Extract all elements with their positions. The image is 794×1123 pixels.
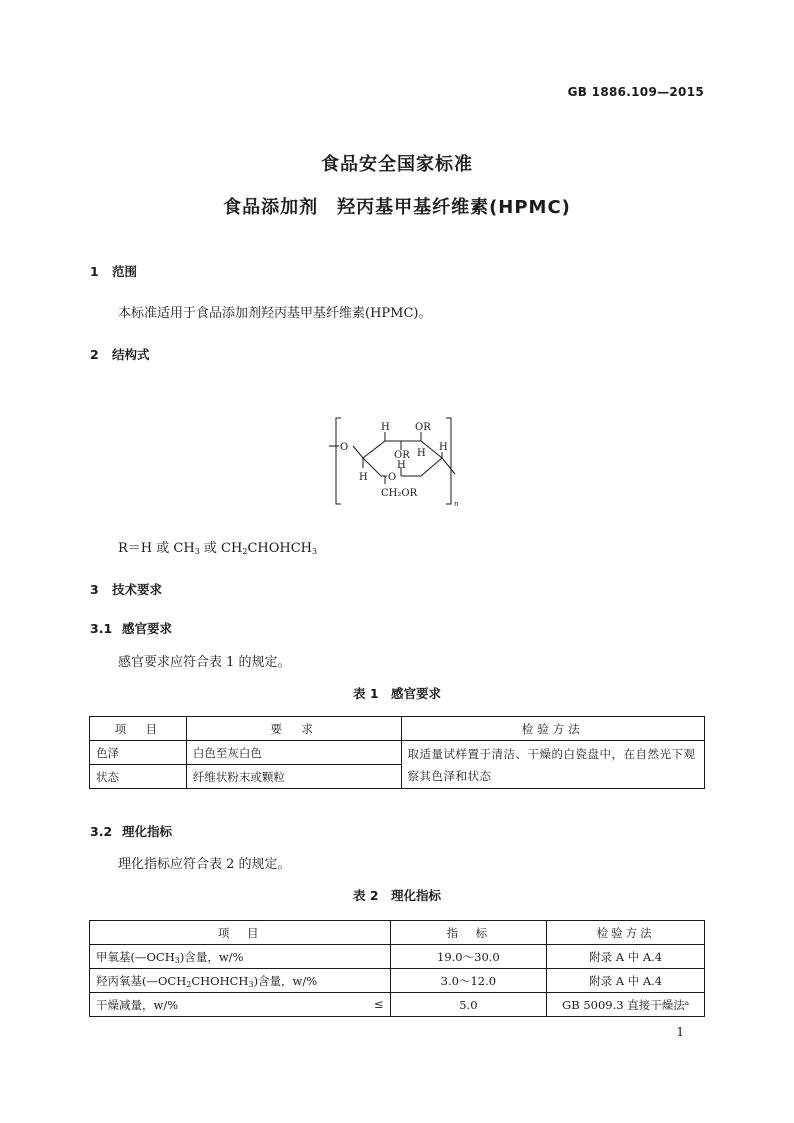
column-header: 检验方法 <box>401 717 704 741</box>
column-header: 要 求 <box>186 717 401 741</box>
section-2-heading <box>90 345 150 363</box>
section-number: 2 <box>90 347 99 362</box>
value-cell: 5.0 <box>390 993 547 1017</box>
table-row <box>90 993 705 1017</box>
section-title: 感官要求 <box>122 621 173 636</box>
section-number: 1 <box>90 264 99 279</box>
table-row <box>90 969 705 993</box>
section-title: 范围 <box>112 264 138 279</box>
item-cell: 羟丙氧基$(—OCH_2CHOHCH_3)$含量，w/% <box>90 969 391 993</box>
h-label: H <box>439 442 448 453</box>
section-3-1-heading <box>90 619 172 637</box>
value-cell: 19.0～30.0 <box>390 945 547 969</box>
section-number: 3 <box>90 582 99 597</box>
r-definition: R＝H 或 $CH_3$ 或 $CH_2CHOHCH_3$ <box>118 541 318 556</box>
section-3-2-heading <box>90 822 172 840</box>
section-number: 3.1 <box>90 621 113 636</box>
table-header-row <box>90 717 705 741</box>
sensory-requirements-table <box>89 716 705 789</box>
structural-formula <box>325 412 465 512</box>
column-header: 检验方法 <box>547 921 705 945</box>
method-cell: 取适量试样置于清洁、干燥的白瓷盘中，在自然光下观察其色泽和状态 <box>401 741 704 789</box>
section-3-2-text: 理化指标应符合表 2 的规定。 <box>118 857 291 872</box>
table-2-caption: 表 2 理化指标 <box>352 888 442 903</box>
link-oxygen-label: O <box>340 442 349 453</box>
value-cell: 3.0～12.0 <box>390 969 547 993</box>
page-number: 1 <box>676 1025 684 1039</box>
physicochemical-indicators-table <box>89 920 705 1017</box>
column-header: 指 标 <box>390 921 547 945</box>
product-title: 食品添加剂 羟丙基甲基纤维素(HPMC) <box>223 197 571 218</box>
table-1-caption: 表 1 感官要求 <box>352 686 442 701</box>
item-cell: 色泽 <box>90 741 187 765</box>
table-header-row <box>90 921 705 945</box>
h-label: H <box>417 448 426 459</box>
or-label: OR <box>415 422 431 433</box>
h-label: H <box>381 422 390 433</box>
repeat-n-label: n <box>454 500 459 508</box>
section-3-heading <box>90 580 162 598</box>
column-header: 项 目 <box>90 717 187 741</box>
method-cell: 附录 A 中 A.4 <box>547 945 705 969</box>
ring-oxygen-label: O <box>388 472 397 483</box>
section-number: 3.2 <box>90 824 113 839</box>
item-cell: 甲氧基$(—OCH_3)$含量，w/% <box>90 945 391 969</box>
leq-symbol: ≤ <box>373 996 384 1011</box>
ch2or-label: CH₂OR <box>381 488 418 499</box>
section-1-text: 本标准适用于食品添加剂羟丙基甲基纤维素(HPMC)。 <box>118 306 432 321</box>
or-label: OR <box>394 450 410 461</box>
method-cell: GB 5009.3 直接干燥法ᵃ <box>547 993 705 1017</box>
requirement-cell: 白色至灰白色 <box>186 741 401 765</box>
table-row <box>90 741 705 765</box>
h-label: H <box>397 460 406 471</box>
method-cell: 附录 A 中 A.4 <box>547 969 705 993</box>
standard-code: GB 1886.109—2015 <box>567 85 704 99</box>
section-3-1-text: 感官要求应符合表 1 的规定。 <box>118 655 291 670</box>
table-row <box>90 945 705 969</box>
section-title: 技术要求 <box>112 582 163 597</box>
column-header: 项 目 <box>90 921 391 945</box>
h-label: H <box>359 472 368 483</box>
requirement-cell: 纤维状粉末或颗粒 <box>186 765 401 789</box>
item-cell: 干燥减量，w/% ≤ <box>90 993 391 1017</box>
section-title: 结构式 <box>112 347 150 362</box>
standard-title: 食品安全国家标准 <box>321 154 473 175</box>
item-cell: 状态 <box>90 765 187 789</box>
section-title: 理化指标 <box>122 824 173 839</box>
section-1-heading <box>90 262 137 280</box>
